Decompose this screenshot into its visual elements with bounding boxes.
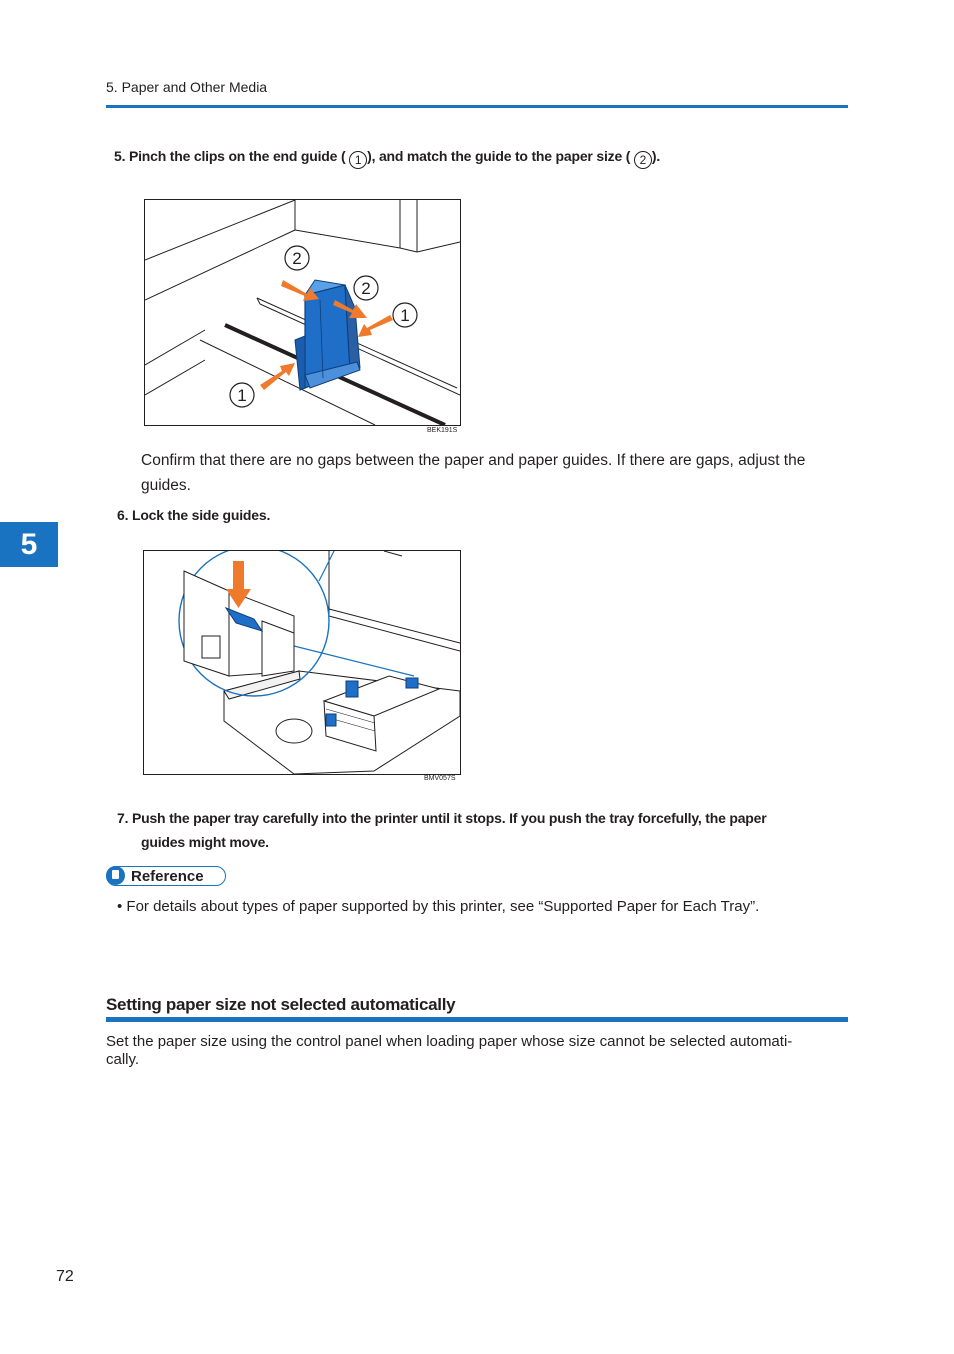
callout-1-b: 1 bbox=[237, 386, 247, 405]
header-rule bbox=[106, 105, 848, 108]
page-number: 72 bbox=[56, 1268, 74, 1285]
side-guides-illustration bbox=[144, 551, 460, 774]
step-7-line2: guides might move. bbox=[141, 834, 269, 850]
step-5 bbox=[114, 148, 660, 169]
step-5-suffix: ). bbox=[651, 148, 661, 164]
figure-code-1: BEK191S bbox=[427, 427, 458, 434]
section-body-line2: cally. bbox=[106, 1051, 140, 1068]
step-6: 6. Lock the side guides. bbox=[117, 507, 271, 523]
reference-badge bbox=[106, 866, 226, 886]
section-rule bbox=[106, 1017, 848, 1022]
callout-marker-2: 2 bbox=[634, 151, 652, 169]
figure-side-guides bbox=[143, 550, 461, 775]
callout-marker-1: 1 bbox=[349, 151, 367, 169]
callout-1-a: 1 bbox=[400, 306, 410, 325]
section-body-line1: Set the paper size using the control panel when loading paper whose size cannot be selected automati- bbox=[106, 1033, 793, 1050]
reference-icon bbox=[106, 866, 125, 885]
figure-end-guide bbox=[144, 199, 461, 426]
chapter-tab: 5 bbox=[0, 522, 58, 567]
callout-2-b: 2 bbox=[361, 279, 371, 298]
section-title: Setting paper size not selected automatically bbox=[106, 995, 456, 1014]
step-7-line1: 7. Push the paper tray carefully into the printer until it stops. If you push the tray forcefully, the paper bbox=[117, 810, 767, 826]
step-5-middle: ), and match the guide to the paper size ( bbox=[367, 148, 631, 164]
callout-2-a: 2 bbox=[292, 249, 302, 268]
reference-label: Reference bbox=[131, 868, 204, 885]
running-header: 5. Paper and Other Media bbox=[106, 79, 268, 95]
figure-code-2: BMV057S bbox=[424, 775, 456, 782]
reference-item: • For details about types of paper supported by this printer, see “Supported Paper for Each Tray”. bbox=[117, 898, 760, 915]
step-5-note: Confirm that there are no gaps between the paper and paper guides. If there are gaps, adjust the guides. bbox=[141, 452, 806, 494]
step-5-prefix: 5. Pinch the clips on the end guide ( bbox=[114, 148, 346, 164]
section-body bbox=[106, 1033, 792, 1069]
end-guide-illustration bbox=[145, 200, 460, 425]
